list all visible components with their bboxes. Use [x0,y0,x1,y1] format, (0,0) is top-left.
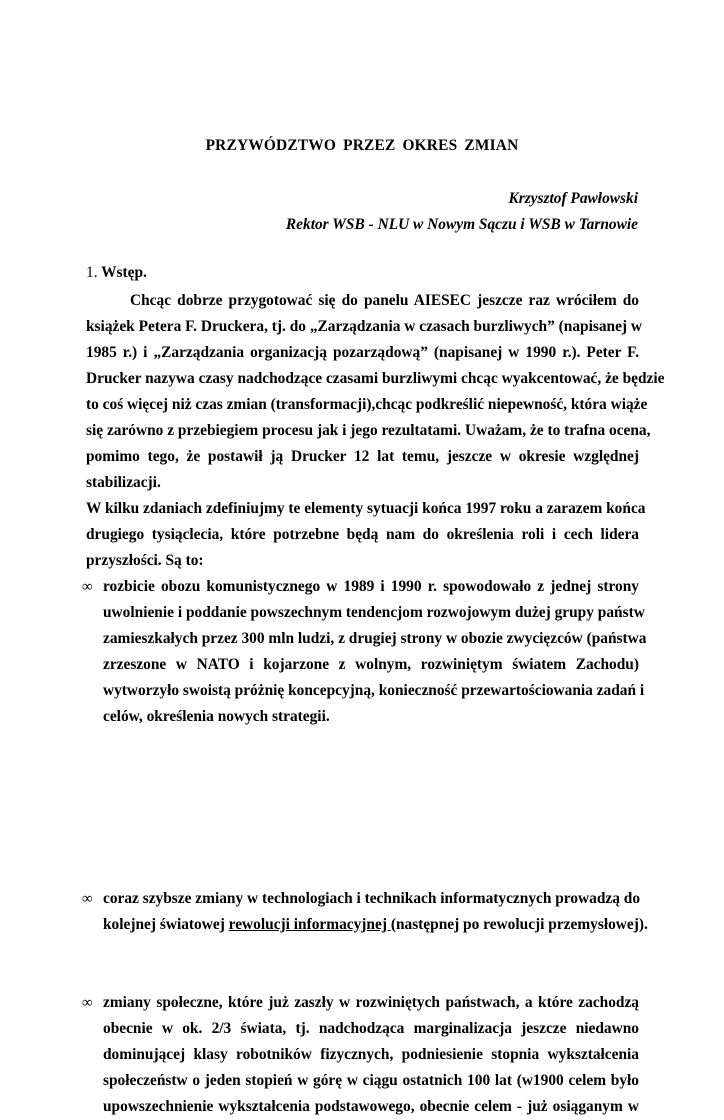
section-heading [86,264,147,282]
text-line: pomimo tego, że postawił ją Drucker 12 lat temu, jeszcze w okresie względnej [86,448,639,465]
text-line: wytworzyło swoistą próżnię koncepcyjną, konieczność przewartościowania zadań i [103,682,645,699]
text-line: zamieszkałych przez 300 mln ludzi, z drugiej strony w obozie zwycięzców (państwa [103,630,647,647]
text-line: Chcąc dobrze przygotować się do panelu AIESEC jeszcze raz wróciłem do [130,292,639,309]
text-line: coraz szybsze zmiany w technologiach i technikach informatycznych prowadzą do [103,890,641,907]
text-line: społeczeństw o jeden stopień w górę w ciągu ostatnich 100 lat (w1900 celem było [103,1072,639,1089]
text-line: się zarówno z przebiegiem procesu jak i jego rezultatami. Uważam, że to trafna ocena, [86,422,651,439]
text-line: książek Petera F. Druckera, tj. do „Zarządzania w czasach burzliwych” (napisanej w [86,318,643,335]
text-line: dominującej klasy robotników fizycznych, podniesienie stopnia wykształcenia [103,1046,639,1063]
text-line: Drucker nazywa czasy nadchodzące czasami burzliwymi chcąc wyakcentować, że będzie [86,370,665,387]
section-title: Wstęp. [101,264,147,281]
text-line: celów, określenia nowych strategii. [103,708,330,725]
text-line: stabilizacji. [86,474,161,491]
text-line: 1985 r.) i „Zarządzania organizacją pozarządową” (napisanej w 1990 r.). Peter F. [86,344,639,361]
text-line: W kilku zdaniach zdefiniujmy te elementy sytuacji końca 1997 roku a zarazem końca [86,500,646,517]
author-role: Rektor WSB - NLU w Nowym Sączu i WSB w Tarnowie [285,216,638,233]
bullet-item [82,574,647,730]
text-line: uwolnienie i poddanie powszechnym tendencjom rozwojowym dużej grupy państw [103,604,645,621]
underlined-term: rewolucji informacyjnej [228,916,391,933]
bullet-item [82,886,648,938]
text-line: rozbicie obozu komunistycznego w 1989 i 1990 r. spowodowało z jednej strony [103,578,639,595]
bullet-item [82,990,639,1120]
author-name: Krzysztof Pawłowski [508,190,638,207]
document-title: PRZYWÓDZTWO PRZEZ OKRES ZMIAN [205,137,519,154]
text-line: zmiany społeczne, które już zaszły w rozwiniętych państwach, a które zachodzą [103,994,639,1011]
text-line: upowszechnienie wykształcenia podstawowego, obecnie celem - już osiąganym w [103,1098,639,1115]
text-line: drugiego tysiąclecia, które potrzebne będą nam do określenia roli i cech lidera [86,526,639,543]
infinity-bullet-icon: ∞ [82,891,93,907]
infinity-bullet-icon: ∞ [82,995,93,1011]
intro-paragraph [86,288,665,574]
text-span: kolejnej światowej [103,916,229,933]
text-line: zrzeszone w NATO i kojarzone z wolnym, rozwiniętym światem Zachodu) [103,656,639,673]
infinity-bullet-icon: ∞ [82,579,93,595]
text-line: to coś więcej niż czas zmian (transformacji),chcąc podkreślić niepewność, która wiąże [86,396,648,413]
text-line: przyszłości. Są to: [86,552,204,569]
text-line [86,912,648,938]
text-line: obecnie w ok. 2/3 świata, tj. nadchodząca marginalizacja jeszcze niedawno [103,1020,639,1037]
section-number: 1. [86,264,98,281]
text-span: (następnej po rewolucji przemysłowej). [390,916,648,933]
